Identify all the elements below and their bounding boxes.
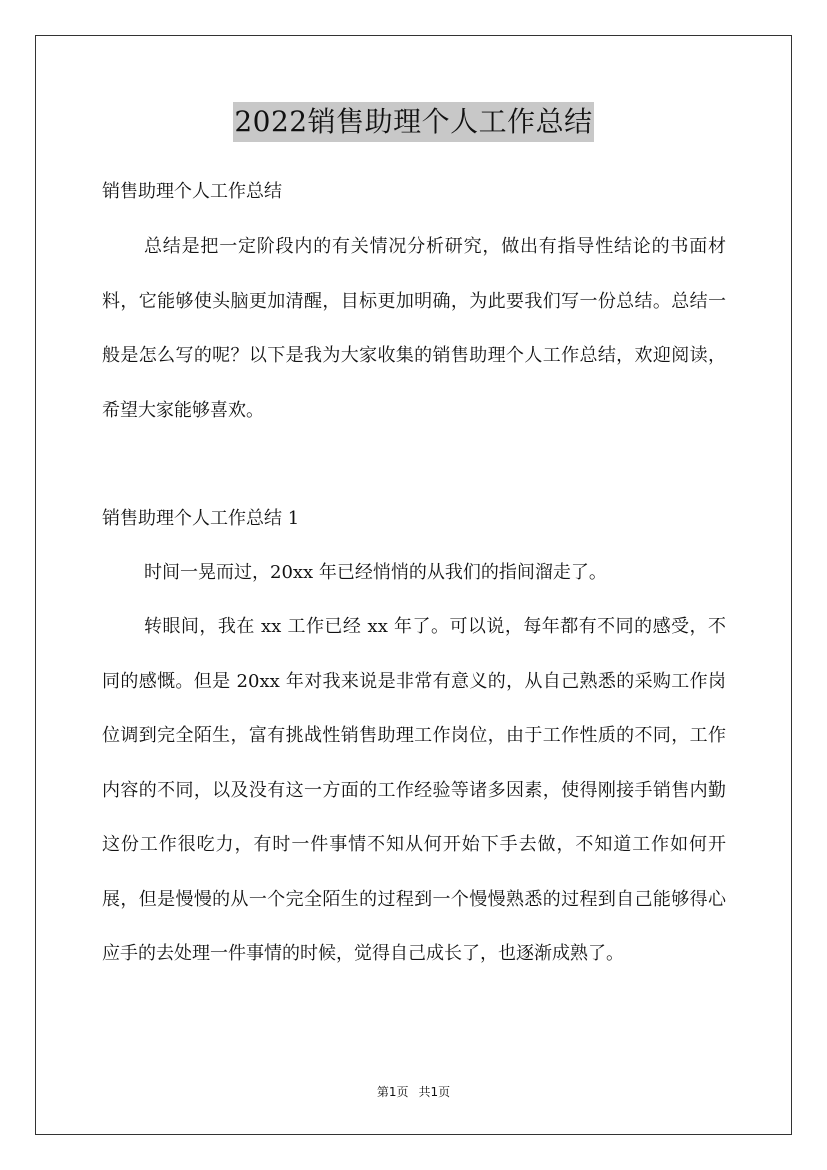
- intro-paragraph: 总结是把一定阶段内的有关情况分析研究，做出有指导性结论的书面材料，它能够使头脑更加清醒，目标更加明确，为此要我们写一份总结。总结一般是怎么写的呢？以下是我为大家收集的销售助理个人工作总结，欢迎阅读，希望大家能够喜欢。: [102, 236, 726, 421]
- page-total: 共1页: [418, 1085, 451, 1099]
- title-container: [0, 102, 827, 142]
- document-subtitle: 销售助理个人工作总结: [102, 181, 282, 202]
- page-number: 第1页: [376, 1085, 409, 1099]
- page-footer: [0, 1083, 827, 1101]
- section-heading: 销售助理个人工作总结 1: [102, 508, 300, 529]
- body-paragraph-2: 转眼间，我在 xx 工作已经 xx 年了。可以说，每年都有不同的感受，不同的感慨。但是 20xx 年对我来说是非常有意义的，从自己熟悉的采购工作岗位调到完全陌生，富有挑战性销售助理工作岗位，由于工作性质的不同，工作内容的不同，以及没有这一方面的工作经验等诸多因素，使得刚接手销售内勤这份工作很吃力，有时一件事情不知从何开始下手去做，不知道工作如何开展，但是慢慢的从一个完全陌生的过程到一个慢慢熟悉的过程到自己能够得心应手的去处理一件事情的时候，觉得自己成长了，也逐渐成熟了。: [102, 616, 726, 964]
- body-paragraph-1: 时间一晃而过，20xx 年已经悄悄的从我们的指间溜走了。: [144, 562, 607, 583]
- document-title: 2022销售助理个人工作总结: [233, 102, 593, 142]
